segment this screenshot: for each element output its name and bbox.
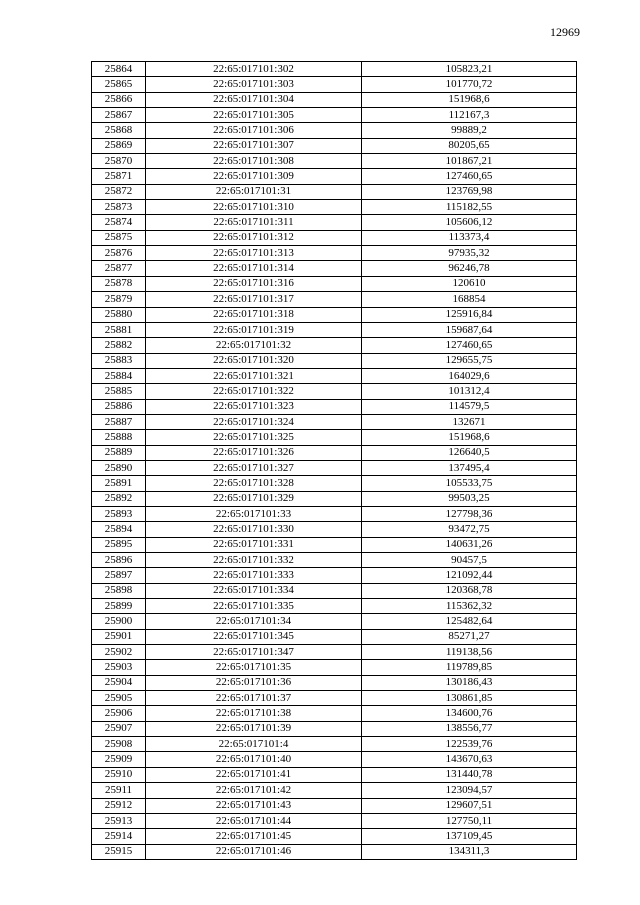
table-row [92, 460, 577, 475]
row-number-cell: 25868 [92, 123, 146, 138]
cadastral-number-cell: 22:65:017101:318 [146, 307, 362, 322]
table-row [92, 108, 577, 123]
table-row [92, 614, 577, 629]
cadastral-number-cell: 22:65:017101:321 [146, 368, 362, 383]
table-row [92, 813, 577, 828]
row-number-cell: 25906 [92, 706, 146, 721]
row-number-cell: 25880 [92, 307, 146, 322]
value-cell: 105606,12 [362, 215, 577, 230]
value-cell: 125916,84 [362, 307, 577, 322]
table-row [92, 691, 577, 706]
table-row [92, 491, 577, 506]
cadastral-number-cell: 22:65:017101:4 [146, 737, 362, 752]
value-cell: 130186,43 [362, 675, 577, 690]
table-row [92, 522, 577, 537]
table-row [92, 829, 577, 844]
table-row [92, 292, 577, 307]
cadastral-number-cell: 22:65:017101:322 [146, 384, 362, 399]
table-row [92, 599, 577, 614]
cadastral-number-cell: 22:65:017101:329 [146, 491, 362, 506]
row-number-cell: 25897 [92, 568, 146, 583]
table-row [92, 154, 577, 169]
table-row [92, 783, 577, 798]
cadastral-number-cell: 22:65:017101:317 [146, 292, 362, 307]
table-row [92, 660, 577, 675]
row-number-cell: 25895 [92, 537, 146, 552]
row-number-cell: 25900 [92, 614, 146, 629]
value-cell: 134311,3 [362, 844, 577, 859]
value-cell: 122539,76 [362, 737, 577, 752]
row-number-cell: 25892 [92, 491, 146, 506]
value-cell: 90457,5 [362, 553, 577, 568]
cadastral-number-cell: 22:65:017101:43 [146, 798, 362, 813]
value-cell: 119789,85 [362, 660, 577, 675]
value-cell: 123769,98 [362, 184, 577, 199]
cadastral-number-cell: 22:65:017101:328 [146, 476, 362, 491]
table-body [92, 62, 577, 860]
row-number-cell: 25905 [92, 691, 146, 706]
page-number: 12969 [550, 25, 580, 39]
cadastral-number-cell: 22:65:017101:305 [146, 108, 362, 123]
cadastral-number-cell: 22:65:017101:308 [146, 154, 362, 169]
row-number-cell: 25869 [92, 138, 146, 153]
value-cell: 101867,21 [362, 154, 577, 169]
cadastral-number-cell: 22:65:017101:303 [146, 77, 362, 92]
cadastral-number-cell: 22:65:017101:333 [146, 568, 362, 583]
value-cell: 113373,4 [362, 230, 577, 245]
row-number-cell: 25907 [92, 721, 146, 736]
table-row [92, 568, 577, 583]
row-number-cell: 25894 [92, 522, 146, 537]
row-number-cell: 25896 [92, 553, 146, 568]
value-cell: 129607,51 [362, 798, 577, 813]
table-row [92, 368, 577, 383]
row-number-cell: 25887 [92, 414, 146, 429]
cadastral-table [91, 61, 577, 860]
cadastral-number-cell: 22:65:017101:324 [146, 414, 362, 429]
table-row [92, 230, 577, 245]
row-number-cell: 25883 [92, 353, 146, 368]
table-row [92, 276, 577, 291]
cadastral-number-cell: 22:65:017101:330 [146, 522, 362, 537]
cadastral-number-cell: 22:65:017101:345 [146, 629, 362, 644]
value-cell: 125482,64 [362, 614, 577, 629]
row-number-cell: 25904 [92, 675, 146, 690]
table-row [92, 430, 577, 445]
row-number-cell: 25871 [92, 169, 146, 184]
row-number-cell: 25866 [92, 92, 146, 107]
cadastral-number-cell: 22:65:017101:31 [146, 184, 362, 199]
row-number-cell: 25899 [92, 599, 146, 614]
value-cell: 127750,11 [362, 813, 577, 828]
value-cell: 80205,65 [362, 138, 577, 153]
row-number-cell: 25875 [92, 230, 146, 245]
table-row [92, 138, 577, 153]
value-cell: 97935,32 [362, 246, 577, 261]
value-cell: 120368,78 [362, 583, 577, 598]
row-number-cell: 25878 [92, 276, 146, 291]
value-cell: 105533,75 [362, 476, 577, 491]
row-number-cell: 25888 [92, 430, 146, 445]
cadastral-number-cell: 22:65:017101:309 [146, 169, 362, 184]
value-cell: 115362,32 [362, 599, 577, 614]
table-row [92, 384, 577, 399]
row-number-cell: 25879 [92, 292, 146, 307]
row-number-cell: 25911 [92, 783, 146, 798]
row-number-cell: 25872 [92, 184, 146, 199]
row-number-cell: 25898 [92, 583, 146, 598]
value-cell: 127460,65 [362, 169, 577, 184]
table-row [92, 322, 577, 337]
value-cell: 143670,63 [362, 752, 577, 767]
row-number-cell: 25890 [92, 460, 146, 475]
value-cell: 99889,2 [362, 123, 577, 138]
row-number-cell: 25864 [92, 62, 146, 77]
row-number-cell: 25912 [92, 798, 146, 813]
value-cell: 131440,78 [362, 767, 577, 782]
cadastral-number-cell: 22:65:017101:307 [146, 138, 362, 153]
cadastral-number-cell: 22:65:017101:38 [146, 706, 362, 721]
table-row [92, 844, 577, 859]
row-number-cell: 25908 [92, 737, 146, 752]
cadastral-number-cell: 22:65:017101:310 [146, 200, 362, 215]
value-cell: 134600,76 [362, 706, 577, 721]
table-row [92, 445, 577, 460]
cadastral-number-cell: 22:65:017101:347 [146, 645, 362, 660]
table-row [92, 583, 577, 598]
value-cell: 138556,77 [362, 721, 577, 736]
table-row [92, 798, 577, 813]
value-cell: 159687,64 [362, 322, 577, 337]
value-cell: 151968,6 [362, 430, 577, 445]
value-cell: 129655,75 [362, 353, 577, 368]
value-cell: 140631,26 [362, 537, 577, 552]
table-row [92, 645, 577, 660]
row-number-cell: 25882 [92, 338, 146, 353]
value-cell: 93472,75 [362, 522, 577, 537]
row-number-cell: 25867 [92, 108, 146, 123]
table-row [92, 414, 577, 429]
table-row [92, 246, 577, 261]
cadastral-number-cell: 22:65:017101:33 [146, 506, 362, 521]
value-cell: 120610 [362, 276, 577, 291]
cadastral-number-cell: 22:65:017101:323 [146, 399, 362, 414]
row-number-cell: 25870 [92, 154, 146, 169]
row-number-cell: 25884 [92, 368, 146, 383]
cadastral-number-cell: 22:65:017101:312 [146, 230, 362, 245]
table-row [92, 92, 577, 107]
cadastral-number-cell: 22:65:017101:306 [146, 123, 362, 138]
value-cell: 132671 [362, 414, 577, 429]
row-number-cell: 25886 [92, 399, 146, 414]
row-number-cell: 25913 [92, 813, 146, 828]
row-number-cell: 25874 [92, 215, 146, 230]
cadastral-number-cell: 22:65:017101:332 [146, 553, 362, 568]
value-cell: 126640,5 [362, 445, 577, 460]
cadastral-number-cell: 22:65:017101:40 [146, 752, 362, 767]
value-cell: 101312,4 [362, 384, 577, 399]
table-row [92, 706, 577, 721]
cadastral-number-cell: 22:65:017101:42 [146, 783, 362, 798]
cadastral-number-cell: 22:65:017101:326 [146, 445, 362, 460]
table-row [92, 353, 577, 368]
value-cell: 130861,85 [362, 691, 577, 706]
cadastral-number-cell: 22:65:017101:35 [146, 660, 362, 675]
cadastral-number-cell: 22:65:017101:302 [146, 62, 362, 77]
table-row [92, 553, 577, 568]
table-row [92, 123, 577, 138]
table-row [92, 476, 577, 491]
value-cell: 151968,6 [362, 92, 577, 107]
table-row [92, 506, 577, 521]
value-cell: 127460,65 [362, 338, 577, 353]
table-row [92, 62, 577, 77]
value-cell: 168854 [362, 292, 577, 307]
table-row [92, 721, 577, 736]
row-number-cell: 25889 [92, 445, 146, 460]
row-number-cell: 25893 [92, 506, 146, 521]
value-cell: 85271,27 [362, 629, 577, 644]
value-cell: 123094,57 [362, 783, 577, 798]
cadastral-number-cell: 22:65:017101:313 [146, 246, 362, 261]
value-cell: 101770,72 [362, 77, 577, 92]
value-cell: 164029,6 [362, 368, 577, 383]
cadastral-number-cell: 22:65:017101:46 [146, 844, 362, 859]
table-row [92, 338, 577, 353]
row-number-cell: 25885 [92, 384, 146, 399]
cadastral-number-cell: 22:65:017101:316 [146, 276, 362, 291]
row-number-cell: 25865 [92, 77, 146, 92]
row-number-cell: 25909 [92, 752, 146, 767]
cadastral-number-cell: 22:65:017101:41 [146, 767, 362, 782]
table-row [92, 737, 577, 752]
table-row [92, 767, 577, 782]
cadastral-number-cell: 22:65:017101:334 [146, 583, 362, 598]
table-row [92, 169, 577, 184]
row-number-cell: 25873 [92, 200, 146, 215]
cadastral-number-cell: 22:65:017101:331 [146, 537, 362, 552]
row-number-cell: 25901 [92, 629, 146, 644]
cadastral-number-cell: 22:65:017101:335 [146, 599, 362, 614]
cadastral-number-cell: 22:65:017101:45 [146, 829, 362, 844]
row-number-cell: 25903 [92, 660, 146, 675]
value-cell: 119138,56 [362, 645, 577, 660]
table-row [92, 184, 577, 199]
cadastral-number-cell: 22:65:017101:314 [146, 261, 362, 276]
row-number-cell: 25915 [92, 844, 146, 859]
value-cell: 99503,25 [362, 491, 577, 506]
cadastral-number-cell: 22:65:017101:34 [146, 614, 362, 629]
cadastral-number-cell: 22:65:017101:39 [146, 721, 362, 736]
value-cell: 105823,21 [362, 62, 577, 77]
table-row [92, 675, 577, 690]
value-cell: 112167,3 [362, 108, 577, 123]
row-number-cell: 25881 [92, 322, 146, 337]
value-cell: 115182,55 [362, 200, 577, 215]
cadastral-number-cell: 22:65:017101:44 [146, 813, 362, 828]
table-row [92, 629, 577, 644]
value-cell: 96246,78 [362, 261, 577, 276]
row-number-cell: 25891 [92, 476, 146, 491]
cadastral-number-cell: 22:65:017101:32 [146, 338, 362, 353]
table-row [92, 215, 577, 230]
table-row [92, 399, 577, 414]
table-row [92, 261, 577, 276]
row-number-cell: 25877 [92, 261, 146, 276]
row-number-cell: 25914 [92, 829, 146, 844]
value-cell: 137495,4 [362, 460, 577, 475]
table-row [92, 200, 577, 215]
cadastral-number-cell: 22:65:017101:37 [146, 691, 362, 706]
table-row [92, 537, 577, 552]
table-row [92, 752, 577, 767]
value-cell: 137109,45 [362, 829, 577, 844]
table-row [92, 307, 577, 322]
cadastral-number-cell: 22:65:017101:320 [146, 353, 362, 368]
row-number-cell: 25910 [92, 767, 146, 782]
row-number-cell: 25902 [92, 645, 146, 660]
cadastral-number-cell: 22:65:017101:327 [146, 460, 362, 475]
value-cell: 127798,36 [362, 506, 577, 521]
cadastral-number-cell: 22:65:017101:325 [146, 430, 362, 445]
row-number-cell: 25876 [92, 246, 146, 261]
cadastral-number-cell: 22:65:017101:36 [146, 675, 362, 690]
cadastral-number-cell: 22:65:017101:311 [146, 215, 362, 230]
cadastral-number-cell: 22:65:017101:319 [146, 322, 362, 337]
table-row [92, 77, 577, 92]
cadastral-number-cell: 22:65:017101:304 [146, 92, 362, 107]
value-cell: 121092,44 [362, 568, 577, 583]
value-cell: 114579,5 [362, 399, 577, 414]
